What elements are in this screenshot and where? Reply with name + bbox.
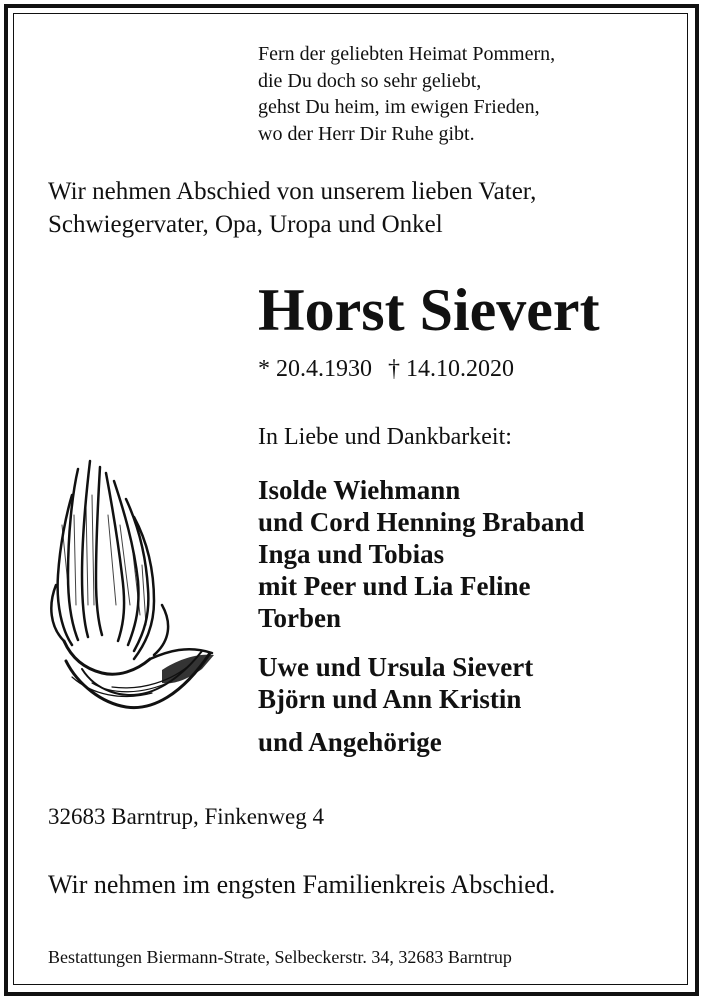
mourner-line: mit Peer und Lia Feline <box>258 571 531 601</box>
undertaker-info: Bestattungen Biermann-Strate, Selbeckerstr. 34, 32683 Barntrup <box>48 947 512 967</box>
poem-line: Fern der geliebten Heimat Pommern, <box>258 43 556 65</box>
thanks-line: In Liebe und Dankbarkeit: <box>258 424 512 450</box>
life-dates <box>258 352 514 386</box>
poem <box>258 41 555 147</box>
mourners-group-3: und Angehörige <box>258 727 442 757</box>
mourner-line: Björn und Ann Kristin <box>258 684 522 714</box>
mourner-line: Torben <box>258 603 342 633</box>
intro-line: Wir nehmen Abschied von unserem lieben Vater, <box>48 178 537 205</box>
poem-line: die Du doch so sehr geliebt, <box>258 69 482 92</box>
intro-line: Schwiegervater, Opa, Uropa und Onkel <box>48 211 443 238</box>
mourner-line: Uwe und Ursula Sievert <box>258 652 534 682</box>
mourner-line: Isolde Wiehmann <box>258 475 461 505</box>
death-date: † 14.10.2020 <box>388 356 514 382</box>
intro-text <box>48 175 536 241</box>
farewell-note: Wir nehmen im engsten Familienkreis Abschied. <box>48 870 556 899</box>
poem-line: gehst Du heim, im ewigen Frieden, <box>258 96 540 118</box>
mourner-line: Inga und Tobias <box>258 539 445 569</box>
mourners-group-1 <box>258 474 584 634</box>
praying-hands-icon <box>42 455 222 715</box>
mourner-line: und Cord Henning Braband <box>258 507 585 537</box>
poem-line: wo der Herr Dir Ruhe gibt. <box>258 122 475 145</box>
birth-date: * 20.4.1930 <box>258 356 372 382</box>
mourners-group-2 <box>258 651 533 715</box>
address: 32683 Barntrup, Finkenweg 4 <box>48 804 324 829</box>
deceased-name: Horst Sievert <box>258 277 600 343</box>
